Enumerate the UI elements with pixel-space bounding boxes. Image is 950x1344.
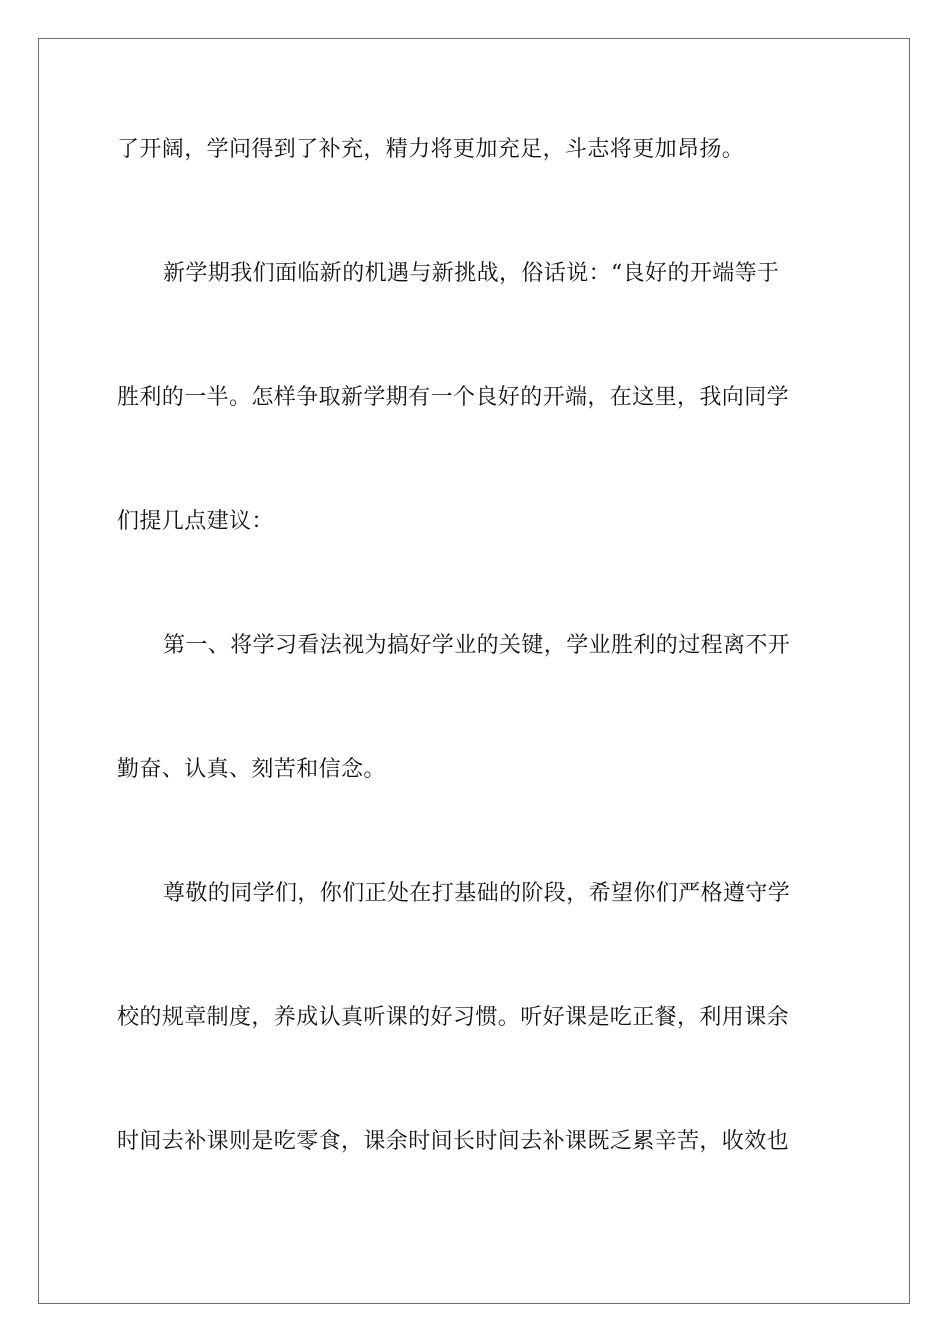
text-line-7: 尊敬的同学们，你们正处在打基础的阶段，希望你们严格遵守学: [163, 881, 791, 906]
text-line-5: 第一、将学习看法视为搞好学业的关键，学业胜利的过程离不开: [163, 633, 791, 658]
text-line-2: 新学期我们面临新的机遇与新挑战，俗话说：“良好的开端等于: [163, 261, 780, 286]
text-line-3: 胜利的一半。怎样争取新学期有一个良好的开端，在这里，我向同学: [117, 385, 790, 410]
text-line-8: 校的规章制度，养成认真听课的好习惯。听好课是吃正餐，利用课余: [117, 1005, 790, 1030]
text-line-6: 勤奋、认真、刻苦和信念。: [117, 757, 386, 782]
text-line-1: 了开阔，学问得到了补充，精力将更加充足，斗志将更加昂扬。: [117, 137, 745, 162]
page-border: [38, 38, 910, 1304]
text-line-4: 们提几点建议：: [117, 509, 274, 534]
text-line-9: 时间去补课则是吃零食，课余时间长时间去补课既乏累辛苦，收效也: [117, 1129, 790, 1154]
